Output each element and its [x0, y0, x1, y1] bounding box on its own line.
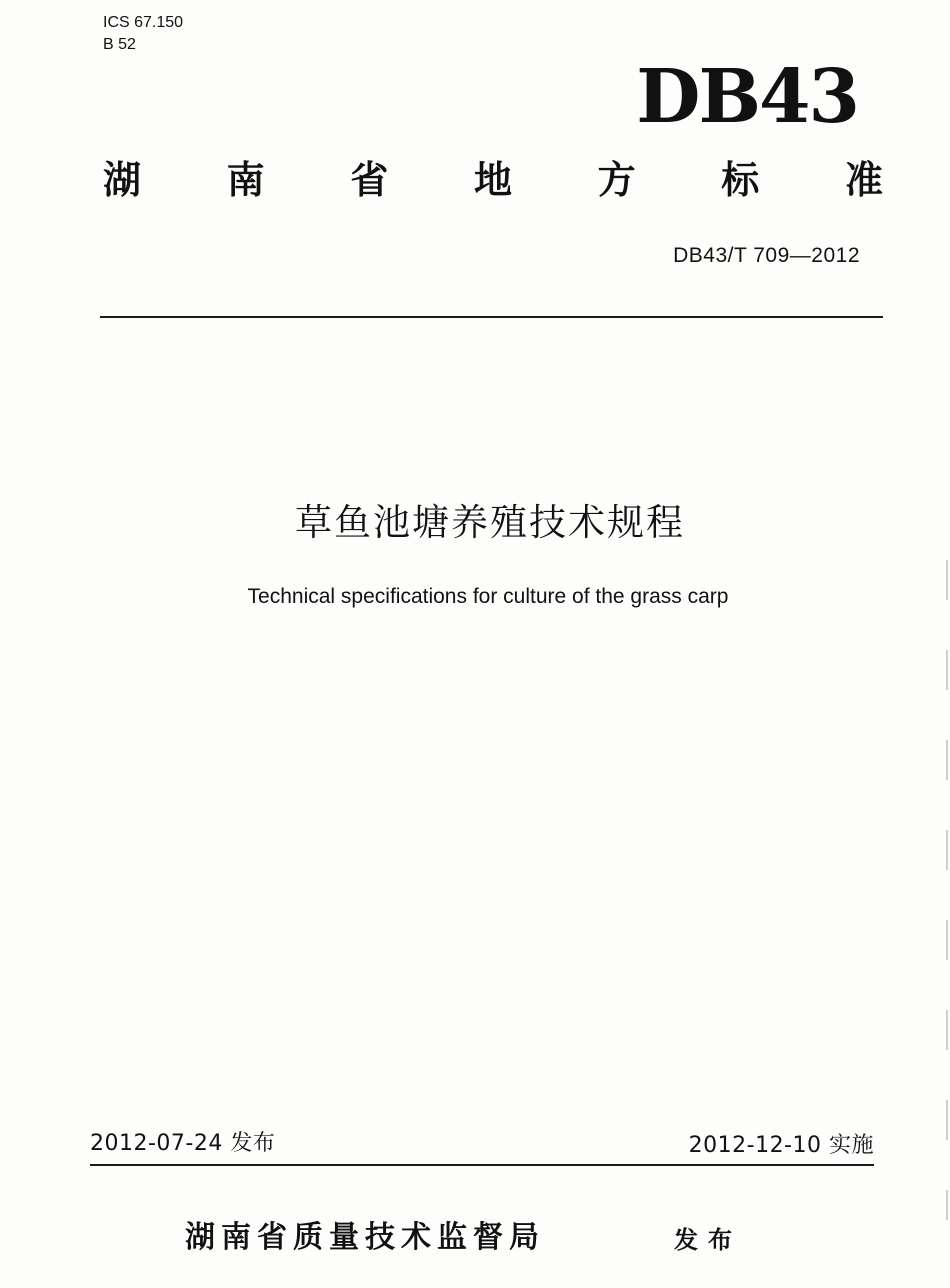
standard-type-char: 南: [226, 158, 265, 202]
standard-type-char: 准: [844, 158, 883, 202]
implementation-date: 2012-12-10 实施: [688, 1133, 874, 1158]
standard-type-char: 地: [473, 158, 512, 202]
scan-edge-marks: [946, 560, 948, 1220]
issue-label: 发布: [674, 1226, 742, 1254]
ics-code: ICS 67.150: [103, 14, 184, 31]
classification-codes: [103, 12, 183, 56]
standard-type-char: 湖: [103, 158, 142, 202]
standard-number: DB43/T 709—2012: [673, 244, 860, 267]
standard-type-char: 方: [597, 158, 636, 202]
standard-type-char: 省: [350, 158, 389, 202]
bottom-divider: [90, 1164, 874, 1166]
top-divider: [100, 316, 883, 318]
standard-type-char: 标: [721, 158, 760, 202]
issue-date: 2012-07-24 发布: [90, 1131, 276, 1156]
standard-type-heading: [103, 152, 883, 208]
ccs-code: B 52: [103, 36, 136, 53]
issuing-authority: 湖南省质量技术监督局: [185, 1220, 545, 1255]
document-title-chinese: 草鱼池塘养殖技术规程: [295, 501, 685, 544]
document-title-english: Technical specifications for culture of the grass carp: [247, 585, 729, 608]
db43-logo: DB43: [636, 54, 858, 140]
